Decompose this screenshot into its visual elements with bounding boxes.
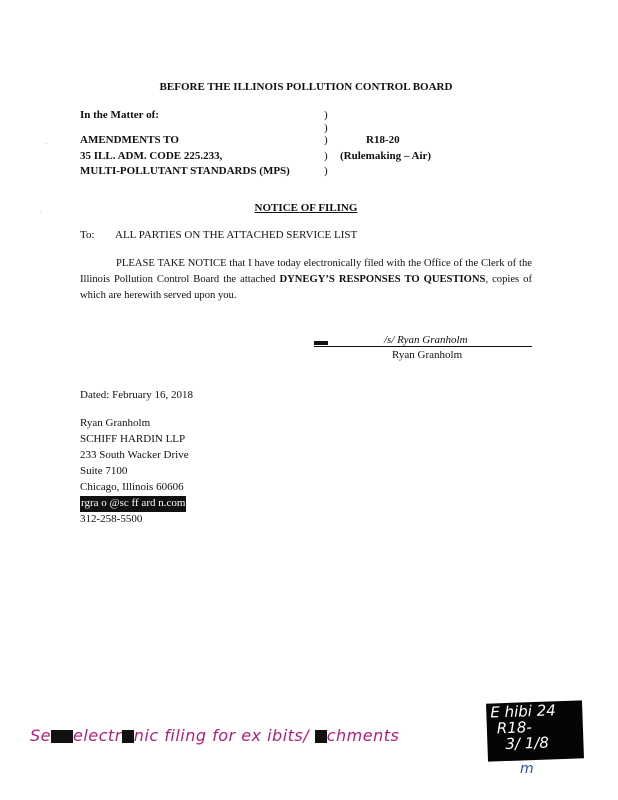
annotation-text: chments: [326, 726, 400, 745]
signature-line: [314, 346, 532, 347]
electronic-signature: /s/ Ryan Granholm: [384, 334, 468, 346]
notice-title: NOTICE OF FILING: [254, 202, 358, 214]
docket-number: R18-20: [366, 134, 400, 146]
notice-body-lead: PLEASE TAKE NOTICE that I have today electronically filed with the Office of the Clerk of the Illinois Pollution Control Board the attached: [80, 258, 532, 285]
to-label: To:: [80, 229, 95, 241]
case-title-line: 35 ILL. ADM. CODE 225.233,: [80, 150, 223, 162]
margin-mark: .: [40, 208, 42, 214]
exhibit-stamp-line: R18-: [496, 717, 533, 738]
attorney-name: Ryan Granholm: [80, 417, 151, 429]
board-heading: BEFORE THE ILLINOIS POLLUTION CONTROL BOARD: [159, 81, 453, 93]
caption-paren: ): [324, 122, 328, 134]
annotation-text: nic filing for ex ibits/: [133, 726, 315, 745]
suite: Suite 7100: [80, 464, 128, 477]
caption-paren: ): [324, 150, 328, 162]
redaction-mark: [122, 730, 134, 743]
caption-paren: ): [324, 134, 328, 146]
signer-name: Ryan Granholm: [392, 349, 463, 361]
exhibit-stamp: [486, 700, 584, 761]
to-recipients: ALL PARTIES ON THE ATTACHED SERVICE LIST: [115, 229, 358, 241]
matter-label: In the Matter of:: [80, 109, 159, 121]
redaction-mark: [315, 730, 327, 743]
exhibit-stamp-line: E hibi 24: [490, 701, 557, 722]
caption-paren: ): [324, 165, 328, 177]
margin-mark: .: [46, 140, 48, 146]
date-line: Dated: February 16, 2018: [80, 389, 194, 401]
handwritten-annotation: [30, 726, 399, 747]
signature-line-mark: [314, 341, 328, 345]
redaction-mark: [51, 730, 73, 743]
notice-body-tail: , copies of which are herewith served upon you.: [80, 273, 533, 301]
annotation-text: electr: [73, 726, 122, 745]
street-address: 233 South Wacker Drive: [80, 448, 189, 461]
case-title-line: AMENDMENTS TO: [80, 134, 179, 146]
exhibit-stamp-line: 3/ 1/8: [505, 733, 550, 753]
phone-number: 312-258-5500: [80, 512, 143, 525]
email-address: rgra o @sc ff ard n.com: [80, 496, 186, 512]
annotation-text: Se: [30, 726, 51, 745]
notice-body: [80, 256, 532, 304]
city-state-zip: Chicago, Illinois 60606: [80, 480, 184, 493]
law-firm: SCHIFF HARDIN LLP: [80, 432, 186, 445]
docket-type: (Rulemaking – Air): [340, 150, 432, 162]
attorney-address-block: [80, 416, 189, 528]
case-title-line: MULTI-POLLUTANT STANDARDS (MPS): [80, 165, 290, 177]
caption-paren: ): [324, 109, 328, 121]
handwritten-initials: m: [520, 761, 534, 777]
notice-body-document: DYNEGY’S RESPONSES TO QUESTIONS: [279, 273, 486, 285]
